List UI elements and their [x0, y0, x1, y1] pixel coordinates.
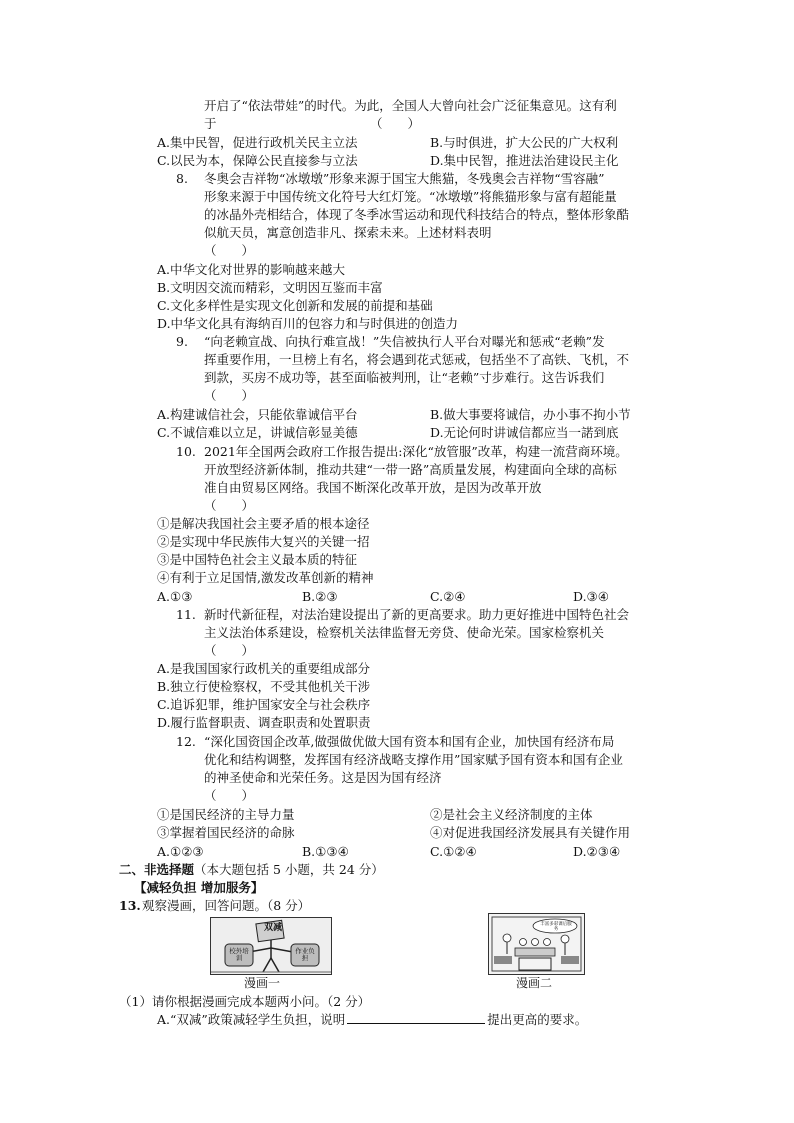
q12-answer-paren: （ ） — [204, 788, 255, 803]
q13-sub1-a-suffix: 提出更高的要求。 — [487, 1012, 588, 1027]
q8-stem-line2: 形象来源于中国传统文化符号大红灯笼。“冰墩墩”将熊猫形象与富有超能量 — [204, 189, 617, 204]
q9-option-d: D.无论何时讲诚信都应当一諾到底 — [430, 425, 619, 440]
q7-option-d: D.集中民智，推进法治建设民主化 — [430, 153, 619, 168]
q9-option-c: C.不诚信难以立足，讲诚信彰显美德 — [157, 425, 358, 440]
q12-statement-4: ④对促进我国经济发展具有关键作用 — [430, 825, 631, 840]
cartoon-one-left-label: 校外培训 — [229, 947, 249, 962]
q8-option-b: B.文明因交流而精彩，文明因互鉴而丰富 — [157, 280, 383, 295]
q12-statement-2: ②是社会主义经济制度的主体 — [430, 807, 593, 822]
section-heading — [119, 861, 384, 879]
q12-statement-3: ③掌握着国民经济的命脉 — [157, 825, 295, 840]
cartoon-one-image — [210, 917, 332, 975]
q9-stem-line2: 挥重要作用，一旦榜上有名，将会遇到花式惩戒，包括坐不了高铁、飞机，不 — [204, 352, 630, 367]
q11-stem-line2: 主义法治体系建设，检察机关法律监督无旁贷、使命光荣。国家检察机关 — [204, 625, 605, 640]
q13-stem: 观察漫画，回答问题。（8 分） — [142, 898, 311, 913]
q9-number: 9. — [176, 334, 188, 349]
q11-number: 11. — [176, 607, 196, 622]
q9-option-b: B.做大事要将诚信，办小事不拘小节 — [430, 407, 631, 422]
q10-number: 10. — [176, 444, 196, 459]
q10-stem-line1: 2021年全国两会政府工作报告提出:深化“放管服”改革，构建一流营商环境。 — [204, 444, 628, 459]
q13-sub1-a-prefix: A.“双减”政策减轻学生负担，说明 — [157, 1012, 346, 1027]
q12-option-d: D.②③④ — [573, 844, 621, 859]
q10-option-d: D.③④ — [573, 589, 609, 604]
q9-stem-line1: “向老赖宣战、向执行难宣战！”失信被执行人平台对曝光和惩戒“老赖”发 — [204, 334, 605, 349]
q13-sub1: （1）请你根据漫画完成本题两小问。（2 分） — [119, 994, 371, 1009]
q8-number: 8. — [176, 171, 188, 186]
q11-answer-paren: （ ） — [204, 643, 255, 658]
q8-stem-line3: 的冰晶外壳相结合，体现了冬季冰雪运动和现代科技结合的特点，整体形象酷 — [204, 207, 630, 222]
q12-option-a: A.①②③ — [157, 844, 204, 859]
q11-option-d: D.履行监督职责、调查职责和处置职责 — [157, 715, 371, 730]
q7-answer-paren: （ ） — [370, 116, 421, 131]
q10-statement-2: ②是实现中华民族伟大复兴的关键一招 — [157, 534, 370, 549]
q10-option-c: C.②④ — [430, 589, 466, 604]
cartoon-two-speech-text: 丰富多彩课后服务 — [540, 922, 572, 932]
q9-option-a: A.构建诚信社会，只能依靠诚信平台 — [157, 407, 358, 422]
q7-option-a: A.集中民智，促进行政机关民主立法 — [157, 135, 358, 150]
q10-stem-line2: 开放型经济新体制，推动共建“一带一路”高质量发展，构建面向全球的高标 — [204, 462, 617, 477]
cartoon-two-caption: 漫画二 — [516, 976, 553, 990]
q10-option-a: A.①③ — [157, 589, 193, 604]
q10-statement-1: ①是解决我国社会主要矛盾的根本途径 — [157, 516, 370, 531]
q10-answer-paren: （ ） — [204, 498, 255, 513]
section-title: 二、非选择题 — [119, 862, 195, 877]
q10-statement-4: ④有利于立足国情,激发改革创新的精神 — [157, 570, 374, 585]
q7-stem-line1: 开启了“依法带娃”的时代。为此，全国人大曾向社会广泛征集意见。这有利 — [204, 98, 617, 113]
q8-answer-paren: （ ） — [204, 243, 255, 258]
answer-blank[interactable] — [347, 1011, 485, 1024]
cartoon-two-image — [488, 913, 585, 975]
q8-option-c: C.文化多样性是实现文化创新和发展的前提和基础 — [157, 298, 433, 313]
q7-option-c: C.以民为本，保障公民直接参与立法 — [157, 153, 358, 168]
q12-stem-line3: 的神圣使命和光荣任务。这是因为国有经济 — [204, 770, 442, 785]
cartoon-one-caption: 漫画一 — [244, 976, 281, 990]
q12-statement-1: ①是国民经济的主导力量 — [157, 807, 295, 822]
q10-statement-3: ③是中国特色社会主义最本质的特征 — [157, 552, 358, 567]
q12-option-b: B.①③④ — [302, 844, 349, 859]
q11-option-a: A.是我国国家行政机关的重要组成部分 — [157, 661, 371, 676]
q11-option-c: C.追诉犯罪，维护国家安全与社会秩序 — [157, 697, 371, 712]
q10-option-b: B.②③ — [302, 589, 338, 604]
q7-stem-line2: 于 — [204, 116, 217, 131]
q12-stem-line1: “深化国资国企改革,做强做优做大国有资本和国有企业，加快国有经济布局 — [204, 734, 615, 749]
q8-stem-line1: 冬奥会吉祥物“冰墩墩”形象来源于国宝大熊猫，冬残奥会吉祥物“雪容融” — [204, 171, 605, 186]
q12-number: 12. — [176, 734, 196, 749]
q10-stem-line3: 准自由贸易区网络。我国不断深化改革开放，是因为改革开放 — [204, 480, 542, 495]
q12-stem-line2: 优化和结构调整，发挥国有经济战略支撑作用”国家赋予国有资本和国有企业 — [204, 752, 623, 767]
q9-stem-line3: 到款，买房不成功等，甚至面临被判刑，让“老赖”寸步难行。这告诉我们 — [204, 370, 605, 385]
cartoon-one-label: 双减 — [264, 923, 283, 933]
cartoon-one-right-label: 作业负担 — [295, 947, 315, 962]
q11-option-b: B.独立行使检察权，不受其他机关干涉 — [157, 679, 371, 694]
q13-number: 13. — [119, 898, 141, 913]
q7-option-b: B.与时俱进，扩大公民的广大权利 — [430, 135, 619, 150]
q8-stem-line4: 似航天员，寓意创造非凡、探索未来。上述材料表明 — [204, 225, 492, 240]
q8-option-a: A.中华文化对世界的影响越来越大 — [157, 262, 346, 277]
q11-stem-line1: 新时代新征程，对法治建设提出了新的更高要求。助力更好推进中国特色社会 — [204, 607, 630, 622]
q13-sub1-a — [157, 1011, 587, 1029]
section-note: （本大题包括 5 小题，共 24 分） — [194, 862, 384, 877]
section-topic: 【减轻负担 增加服务】 — [134, 880, 264, 895]
q12-option-c: C.①②④ — [430, 844, 477, 859]
q9-answer-paren: （ ） — [204, 388, 255, 403]
q8-option-d: D.中华文化具有海纳百川的包容力和与时俱进的创造力 — [157, 316, 459, 331]
